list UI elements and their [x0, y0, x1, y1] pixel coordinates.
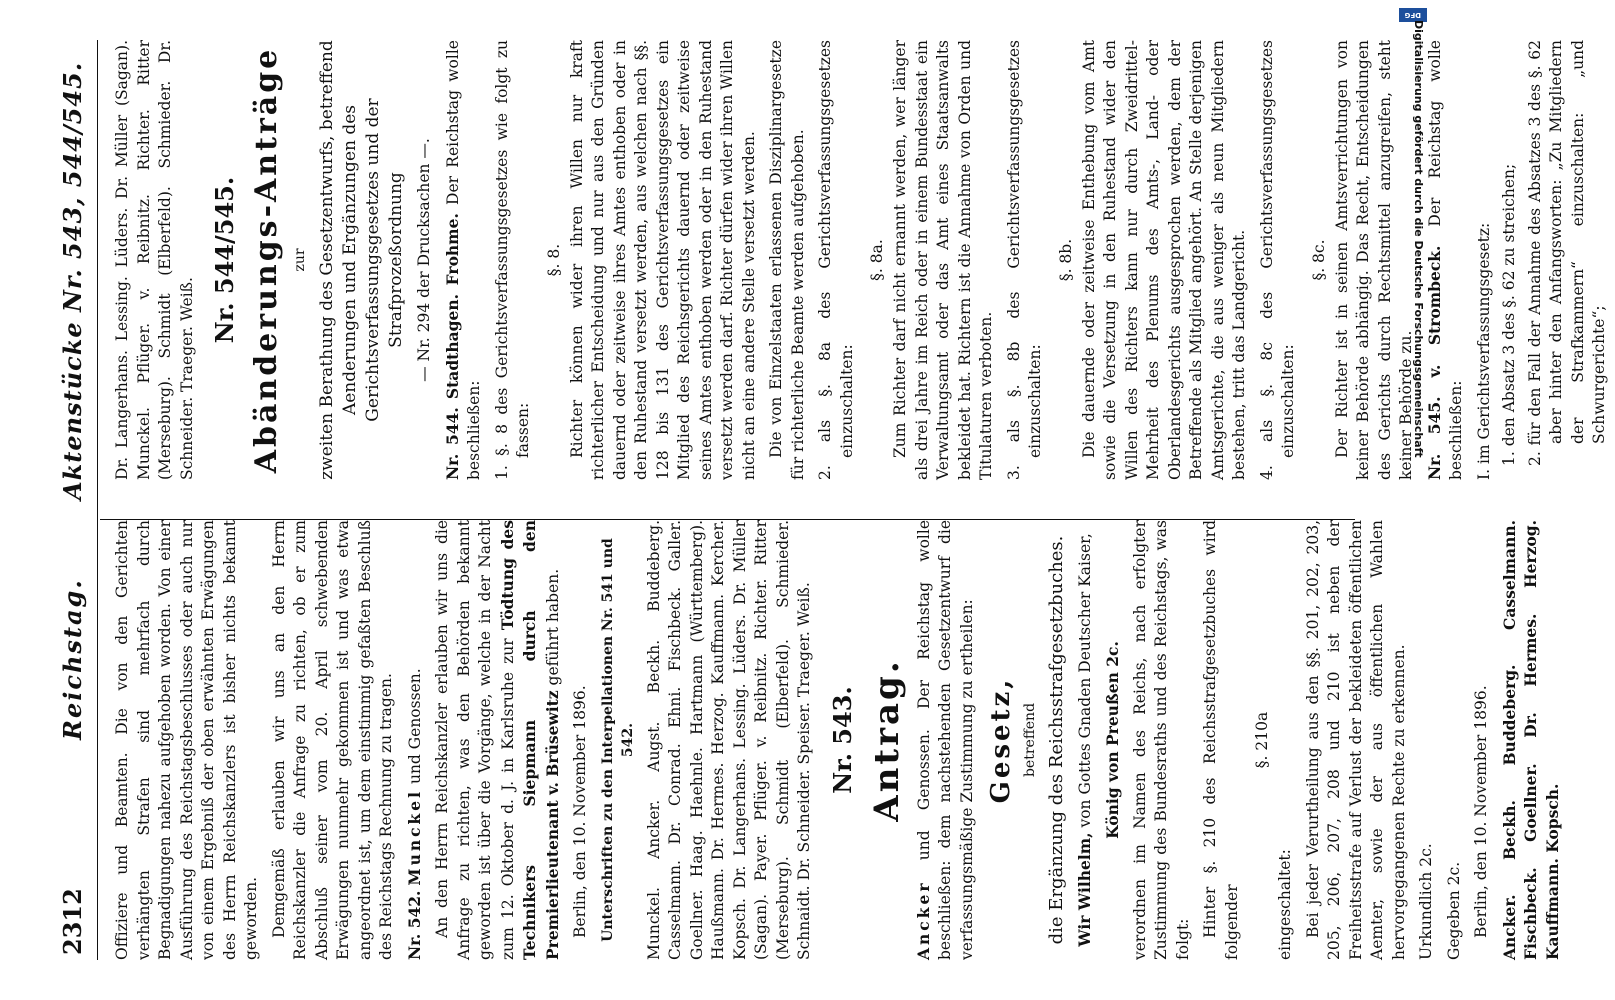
ergaenzung-title: die Ergänzung des Reichsstrafgesetzbuches. — [1046, 535, 1067, 945]
wir-wilhelm: Wir Wilhelm, — [1074, 832, 1094, 947]
betreffend-line: betreffend — [1022, 702, 1038, 778]
abaenderung-heading: Abänderungs-Anträge — [249, 46, 284, 474]
ancker-rest: und Genossen. Der Reichstag wolle beschließen: dem nachstehenden Gesetzentwurf die verfassungsmäßige Zustimmung zu ertheilen: — [914, 520, 976, 960]
page-number: 2312 — [58, 888, 87, 955]
hinter-paragraph: Hinter §. 210 des Reichsstrafgesetzbuches wird folgender — [1201, 520, 1241, 960]
date-line-2: Berlin, den 10. November 1896. — [1472, 685, 1490, 938]
anfrage-bold: Tödtung des Technikers Siepmann durch den Premierlieutenant v. Brüsewitz — [497, 520, 562, 960]
item-2: 2. als §. 8a des Gerichtsverfassungsgesetzes einzuschalten: — [816, 40, 856, 480]
nr542-line — [404, 520, 427, 960]
nr544-545-heading: Nr. 544/545. — [210, 176, 239, 344]
antrag-heading: Antrag. — [866, 658, 907, 822]
left-column — [112, 520, 1569, 960]
paragraph-8a: Zum Richter darf nicht ernannt werden, wer länger als drei Jahre im Reich oder in einem Bundesstaat ein Verwaltungsamt oder das Amt eines Staatsanwalts bekleidet hat. Richtern ist die Annahme von Orden und Titulaturen verboten. — [891, 40, 995, 480]
final-signatures: Ancker. Beckh. Buddeberg. Casselmann. Fischbeck. Goellner. Dr. Hermes. Herzog. Kauffmann. Kopsch. — [1499, 520, 1562, 960]
credit-strip — [1395, 0, 1435, 1000]
item-I-1: 1. den Absatz 3 des §. 62 zu streichen; — [1500, 163, 1518, 466]
dfg-logo: DFG — [1399, 8, 1427, 22]
anfrage-pre: An den Herrn Reichskanzler erlauben wir uns die Anfrage zu richten, was den Behörden bekannt geworden ist über die Vorgänge, welche in der Nacht zum 12. Oktober d. J. in Karlsruhe zur — [433, 520, 517, 960]
section-8c: §. 8c. — [1309, 239, 1328, 281]
gesetz-heading: Gesetz, — [986, 676, 1016, 804]
paragraph-anfrage — [432, 520, 564, 960]
header-rule — [97, 40, 98, 960]
nr544-names: Stadthagen. Frohme. — [442, 213, 462, 400]
zur-line: zur — [292, 248, 308, 272]
item-I: I. im Gerichtsverfassungsgesetz: — [1474, 222, 1493, 480]
item-3: 3. als §. 8b des Gerichtsverfassungsgesetzes einzuschalten: — [1004, 40, 1044, 480]
paragraph-210a: Bei jeder Verurtheilung aus den §§. 201, 202, 203, 205, 206, 207, 208 und 210 ist neben der Freiheitsstrafe auf Verlust der bekleideten öffentlichen Aemter, sowie der aus öffentlichen Wahlen hervorgegangenen Rechte zu erkennen. — [1303, 520, 1408, 960]
koenig-line: König von Preußen 2c. — [1103, 641, 1122, 839]
verordnen-paragraph: verordnen im Namen des Reichs, nach erfolgter Zustimmung des Bundesraths und des Reichstags, was folgt: — [1130, 520, 1192, 960]
date-line-1: Berlin, den 10. November 1896. — [571, 685, 589, 938]
section-8b: §. 8b. — [1056, 238, 1075, 282]
section-210a: §. 210a — [1253, 711, 1271, 769]
gegeben-line: Gegeben 2c. — [1444, 861, 1463, 960]
nr542-name: Munckel — [404, 788, 424, 886]
right-column — [112, 40, 1615, 480]
header-reichstag: Reichstag. — [58, 578, 87, 740]
nr543-heading: Nr. 543. — [827, 686, 857, 794]
signatures-top: Dr. Langerhans. Lessing. Lüders. Dr. Müller (Sagan). Munckel. Pflüger. v. Reibnitz. Richter. Ritter (Merseburg). Schmidt (Elberfeld). Schmieder. Dr. Schneider. Traeger. Weiß. — [113, 40, 196, 480]
ancker-name: Ancker — [913, 880, 933, 960]
nr545-name: v. Strombeck. — [1424, 245, 1444, 378]
item-I-2: 2. für den Fall der Annahme des Absatzes 3 des §. 62 aber hinter den Anfangsworten: „Zu Mitgliedern der Strafkammern“ einzuschalten: „und Schwurgerichte“; — [1525, 40, 1608, 466]
wir-rest: von Gottes Gnaden Deutscher Kaiser, — [1075, 533, 1094, 833]
item-4: 4. als §. 8c des Gerichtsverfassungsgesetzes einzuschalten: — [1257, 40, 1297, 480]
eingeschaltet-line: eingeschaltet: — [1276, 849, 1294, 960]
drucksachen-line: — Nr. 294 der Drucksachen —. — [415, 138, 433, 382]
nr545-label: Nr. 545. — [1424, 396, 1444, 480]
nr542-label: Nr. 542. — [404, 890, 424, 960]
paragraph-offiziere: Offiziere und Beamten. Die von den Gerichten verhängten Strafen sind mehrfach durch Begnadigungen nahezu aufgehoben worden. Von einer Ausführung des Reichstagsbeschlusses oder auch nur von einem Ergebniß der oben erwähnten Erwägungen des Herrn Reichskanzlers ist bisher nichts bekannt geworden. — [113, 520, 260, 960]
header-aktenstuecke: Aktenstücke Nr. 543, 544/545. — [58, 61, 87, 500]
nr544-rest: Der Reichstag wolle beschließen: — [443, 40, 483, 480]
signatures-list: Munckel. Ancker. Augst. Beckh. Buddeberg. Casselmann. Dr. Conrad. Ehni. Fischbeck. Galler. Goellner. Haag. Haehnle. Hartmann (Württemberg). Haußmann. Dr. Hermes. Herzog. Kauffmann. Kercher. Kopsch. Dr. Langerhans. Lessing. Lüders. Dr. Müller (Sagan). Payer. Pflüger. v. Reibnitz. Richter. Ritter (Merseburg). Schmidt (Elberfeld). Schmieder. Schnaidt. Dr. Schneider. Speiser. Traeger. Weiß. — [644, 520, 813, 960]
paragraph-demgemaess: Demgemäß erlauben wir uns an den Herrn Reichskanzler die Anfrage zu richten, ob er zum Abschluß seiner vom 20. April schwebenden Erwägungen nunmehr gekommen ist und was etwa angeordnet ist, um dem einstimmig gefaßten Beschluß des Reichstags Rechnung zu tragen. — [269, 520, 395, 960]
paragraph-8c: Der Richter ist in seinen Amtsverrichtungen von keiner Behörde abhängig. Das Recht, Entscheidungen des Gerichts durch Rechtsmittel anzugreifen, steht keiner Behörde zu. — [1332, 40, 1415, 480]
nr542-rest: und Genossen. — [405, 668, 424, 789]
credit-text: Digitalisierung gefördert durch die Deutsche Forschungsgemeinschaft — [1412, 20, 1425, 458]
nr544-label: Nr. 544. — [442, 407, 462, 480]
anfrage-post: geführt haben. — [543, 568, 562, 691]
nr544-line — [442, 40, 486, 480]
paragraph-8-b: Die von Einzelstaaten erlassenen Disziplinargesetze für richterliche Beamte werden aufgehoben. — [767, 40, 807, 480]
paragraph-8b: Die dauernde oder zeitweise Enthebung vom Amt sowie die Versetzung in den Ruhestand wider den Willen des Richters kann nur durch Zweidrittel-Mehrheit des Plenums des Amts-, Land- oder Oberlandesgerichts ausgesprochen werden, dem der Betreffende als Mitglied angehört. An Stelle derjenigen Amtsgerichte, die aus weniger als neun Mitgliedern bestehen, tritt das Landgericht. — [1079, 40, 1248, 480]
section-8: §. 8. — [544, 243, 563, 277]
urkundlich-line: Urkundlich 2c. — [1417, 843, 1435, 960]
item-1: 1. §. 8 des Gerichtsverfassungsgesetzes wie folgt zu fassen: — [492, 40, 532, 480]
signatures-heading: Unterschriften zu den Interpellationen Nr. 541 und 542. — [599, 538, 636, 942]
nr545-rest: Der Reichstag wolle beschließen: — [1425, 40, 1465, 480]
ancker-line — [913, 520, 979, 960]
section-8a: §. 8a. — [868, 239, 886, 281]
paragraph-8-a: Richter können wider ihren Willen nur kraft richterlicher Entscheidung und nur aus den Gründen dauernd oder zeitweise ihres Amtes enthoben oder in den Ruhestand versetzt werden, aus welchen nach §§. 128 bis 131 des Gerichtsverfassungsgesetzes ein Mitglied des Reichsgerichts dauernd oder zeitweise seines Amtes enthoben werden oder in den Ruhestand versetzt werden darf. Richter dürfen wider ihren Willen nicht an eine andere Stelle versetzt werden. — [567, 40, 758, 480]
wir-wilhelm-line — [1074, 520, 1097, 960]
zweiten-berathung: zweiten Berathung des Gesetzentwurfs, betreffend Aenderungen und Ergänzungen des Gerichtsverfassungsgesetzes und der Strafprozeßordnung — [317, 40, 406, 480]
